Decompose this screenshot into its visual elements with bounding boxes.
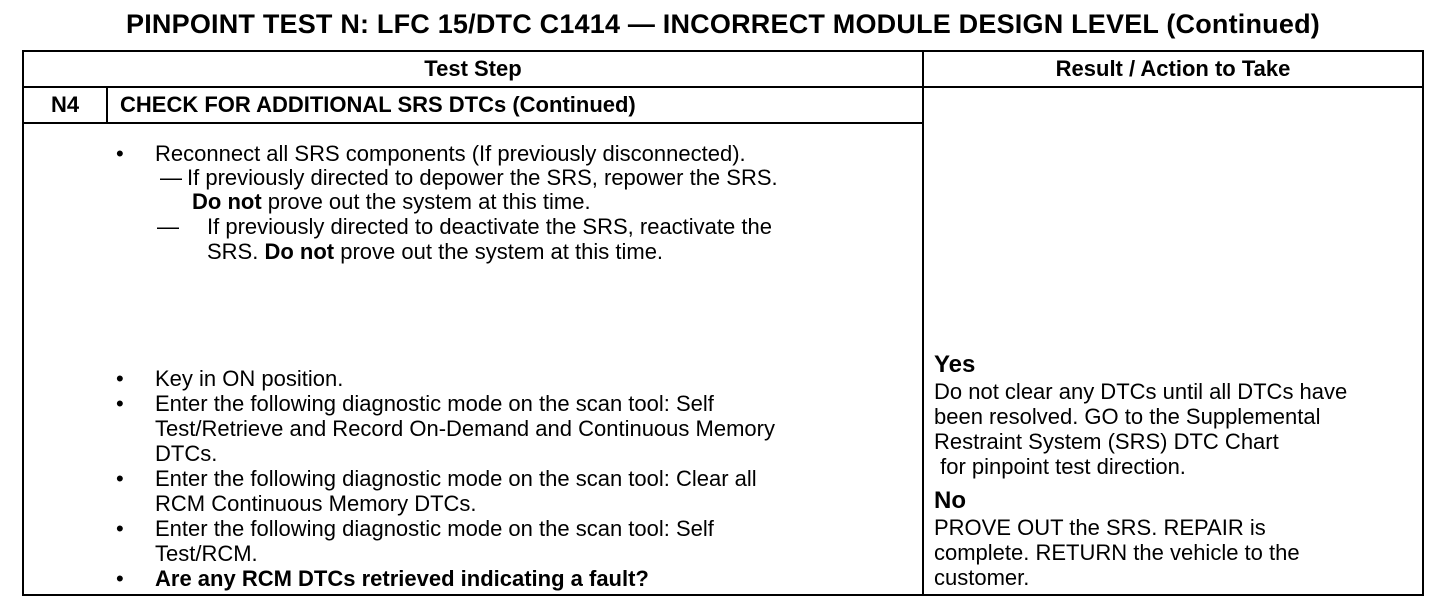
bullet-marker: •	[116, 466, 124, 491]
sub-dash: —	[160, 165, 182, 190]
step-id: N4	[50, 92, 80, 117]
step-instruction-cont: RCM Continuous Memory DTCs.	[155, 491, 477, 516]
step-instruction-cont: DTCs.	[155, 441, 218, 466]
header-result-action: Result / Action to Take	[1055, 56, 1291, 81]
sub-instruction-2: If previously directed to deactivate the SRS, reactivate the	[207, 214, 772, 239]
sub-instruction-2-tail: prove out the system at this time.	[334, 239, 664, 264]
sub-instruction-1-cont	[192, 189, 591, 214]
bullet-marker: •	[116, 141, 124, 166]
step-instruction: Enter the following diagnostic mode on the scan tool: Self	[155, 516, 714, 541]
result-no-label: No	[934, 487, 966, 514]
bullet-marker: •	[116, 516, 124, 541]
sub-dash: —	[157, 214, 179, 239]
step-title: CHECK FOR ADDITIONAL SRS DTCs (Continued)	[120, 92, 636, 117]
bullet-marker: •	[116, 391, 124, 416]
result-yes-text: Do not clear any DTCs until all DTCs have	[934, 379, 1348, 404]
result-yes-text: for pinpoint test direction.	[934, 454, 1186, 479]
step-instruction: Reconnect all SRS components (If previously disconnected).	[155, 141, 746, 166]
step-question: Are any RCM DTCs retrieved indicating a fault?	[155, 566, 649, 591]
column-divider	[922, 52, 924, 594]
header-test-step: Test Step	[424, 56, 522, 81]
bullet-marker: •	[116, 566, 124, 591]
sub-instruction-2-head: SRS.	[207, 239, 265, 264]
step-id-divider	[106, 88, 108, 122]
result-no-text: PROVE OUT the SRS. REPAIR is	[934, 515, 1266, 540]
result-yes-text: Restraint System (SRS) DTC Chart	[934, 429, 1279, 454]
bold-do-not: Do not	[192, 189, 262, 214]
step-instruction: Key in ON position.	[155, 366, 344, 391]
bullet-marker: •	[116, 366, 124, 391]
sub-instruction-2-cont	[207, 239, 663, 264]
result-no-text: complete. RETURN the vehicle to the	[934, 540, 1300, 565]
pinpoint-test-table	[22, 50, 1424, 596]
page-title: PINPOINT TEST N: LFC 15/DTC C1414 — INCORRECT MODULE DESIGN LEVEL (Continued)	[126, 9, 1320, 39]
result-yes-label: Yes	[934, 351, 976, 378]
sub-instruction-1: If previously directed to depower the SRS, repower the SRS.	[187, 165, 778, 190]
step-title-divider	[24, 122, 922, 124]
step-instruction-cont: Test/RCM.	[155, 541, 258, 566]
bold-do-not: Do not	[264, 239, 335, 264]
result-yes-text: been resolved. GO to the Supplemental	[934, 404, 1321, 429]
step-instruction-cont: Test/Retrieve and Record On-Demand and Continuous Memory	[155, 416, 775, 441]
step-instruction: Enter the following diagnostic mode on the scan tool: Clear all	[155, 466, 757, 491]
result-no-text: customer.	[934, 565, 1030, 590]
step-instruction: Enter the following diagnostic mode on the scan tool: Self	[155, 391, 714, 416]
sub-instruction-1-tail: prove out the system at this time.	[261, 189, 591, 214]
